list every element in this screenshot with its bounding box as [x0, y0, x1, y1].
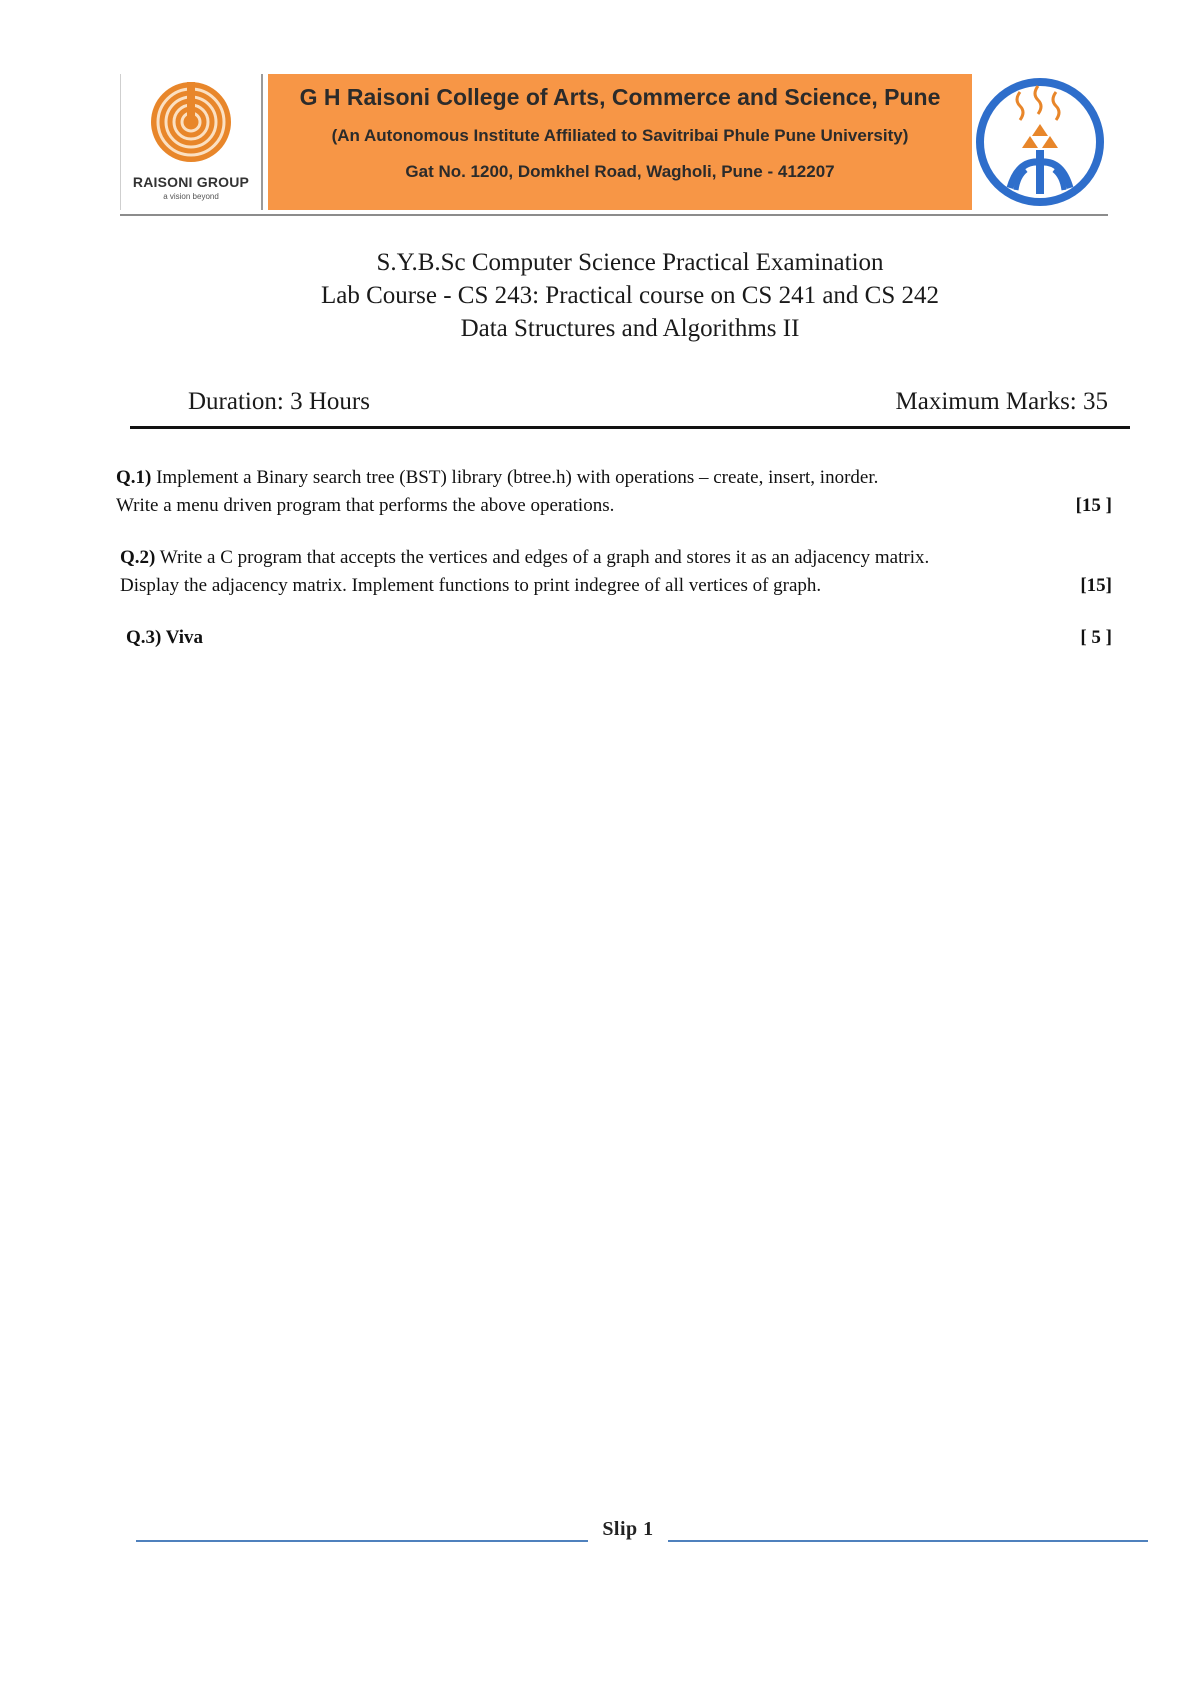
college-emblem — [972, 72, 1108, 212]
question-3-text-line-1: Viva — [161, 627, 204, 648]
raisoni-group-brand: RAISONI GROUP — [132, 174, 250, 190]
question-3-number: Q.3) — [126, 627, 162, 648]
question-2-text-line-1: Write a C program that accepts the vertices and edges of a graph and stores it as an adjacency matrix. — [155, 547, 930, 568]
footer-rule-right — [668, 1540, 1148, 1542]
question-2-number: Q.2) — [120, 547, 156, 568]
question-3 — [126, 624, 1112, 652]
question-2-line-1 — [120, 544, 1112, 572]
question-1-line-1 — [116, 464, 1112, 492]
question-1-text-line-2: Write a menu driven program that performs the above operations. — [116, 495, 615, 516]
question-3-line-1 — [126, 624, 1112, 652]
emblem-icon — [972, 72, 1108, 212]
college-address: Gat No. 1200, Domkhel Road, Wagholi, Pune - 412207 — [405, 162, 835, 181]
question-1-marks: [15 ] — [1075, 495, 1112, 516]
raisoni-group-tagline: a vision beyond — [163, 192, 219, 201]
question-1-line-2 — [116, 492, 1112, 520]
college-name: G H Raisoni College of Arts, Commerce and Science, Pune — [299, 84, 941, 110]
question-1 — [116, 464, 1112, 520]
question-2-text-line-2: Display the adjacency matrix. Implement functions to print indegree of all vertices of graph. — [120, 575, 822, 596]
subject-title: Data Structures and Algorithms II — [460, 315, 800, 342]
raisoni-group-logo — [120, 74, 263, 210]
exam-max-marks: Maximum Marks: 35 — [895, 388, 1108, 415]
exam-title: S.Y.B.Sc Computer Science Practical Examination — [376, 249, 884, 276]
slip-label: Slip 1 — [602, 1518, 654, 1540]
footer-rule-left — [136, 1540, 588, 1542]
spiral-logo-icon — [121, 74, 261, 174]
meta-divider — [130, 426, 1130, 429]
question-1-text-line-1: Implement a Binary search tree (BST) library (btree.h) with operations – create, insert, inorder. — [151, 467, 879, 488]
header-divider — [120, 214, 1108, 216]
question-2-marks: [15] — [1080, 575, 1112, 596]
question-1-number: Q.1) — [116, 467, 152, 488]
college-affiliation: (An Autonomous Institute Affiliated to Savitribai Phule Pune University) — [331, 126, 909, 145]
question-3-marks: [ 5 ] — [1080, 627, 1112, 648]
course-title: Lab Course - CS 243: Practical course on CS 241 and CS 242 — [321, 282, 939, 309]
question-2 — [120, 544, 1112, 600]
exam-duration: Duration: 3 Hours — [188, 388, 370, 415]
question-2-line-2 — [120, 572, 1112, 600]
college-header — [120, 74, 1108, 214]
college-banner — [268, 74, 972, 210]
